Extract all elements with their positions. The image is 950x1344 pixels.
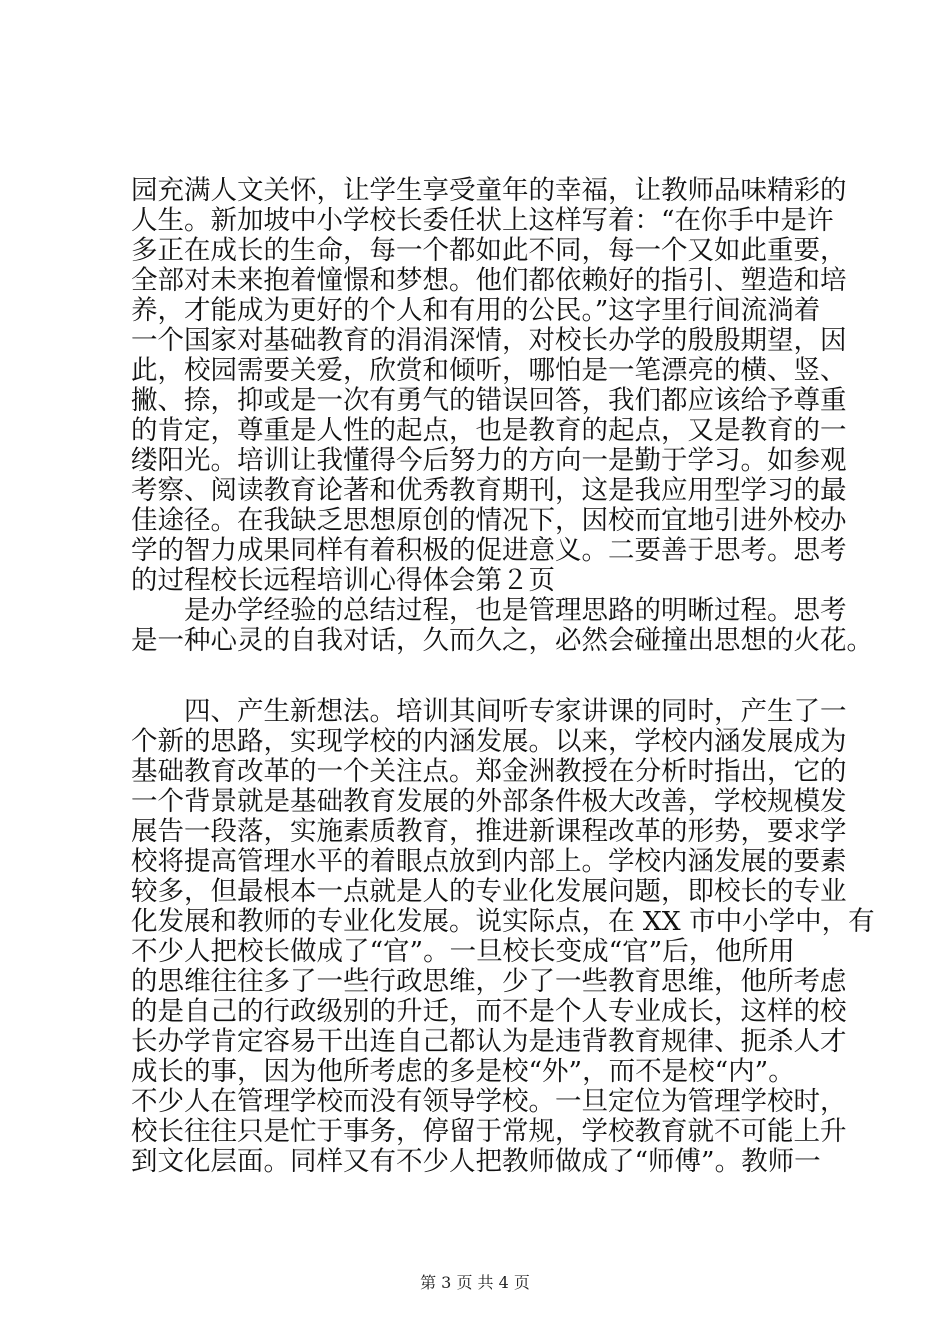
text-line: 成长的事，因为他所考虑的多是校“外”，而不是校“内”。 xyxy=(131,1056,795,1087)
text-line: 四、产生新想法。培训其间听专家讲课的同时，产生了一 xyxy=(131,696,847,727)
text-line: 多正在成长的生命，每一个都如此不同，每一个又如此重要， xyxy=(131,235,847,266)
text-line: 到文化层面。同样又有不少人把教师做成了“师傅”。教师一 xyxy=(131,1146,821,1177)
text-line: 校将提高管理水平的着眼点放到内部上。学校内涵发展的要素 xyxy=(131,846,847,877)
text-line: 较多，但最根本一点就是人的专业化发展问题，即校长的专业 xyxy=(131,876,847,907)
text-line: 基础教育改革的一个关注点。郑金洲教授在分析时指出，它的 xyxy=(131,756,847,787)
page-footer xyxy=(0,1273,950,1293)
text-line: 一个国家对基础教育的涓涓深情，对校长办学的殷殷期望，因 xyxy=(131,325,847,356)
text-line: 校长往往只是忙于事务，停留于常规，学校教育就不可能上升 xyxy=(131,1116,847,1147)
paragraph-3 xyxy=(131,696,875,1177)
page-indicator: 第 3 页 共 4 页 xyxy=(420,1273,530,1292)
text-line: 的是自己的行政级别的升迁，而不是个人专业成长，这样的校 xyxy=(131,996,847,1027)
text-line: 的过程校长远程培训心得体会第２页 xyxy=(131,565,555,596)
text-line: 人生。新加坡中小学校长委任状上这样写着：“在你手中是许 xyxy=(131,205,834,236)
text-line: 佳途径。在我缺乏思想原创的情况下，因校而宜地引进外校办 xyxy=(131,505,847,536)
text-line: 长办学肯定容易干出连自己都认为是违背教育规律、扼杀人才 xyxy=(131,1026,847,1057)
text-line: 学的智力成果同样有着积极的促进意义。二要善于思考。思考 xyxy=(131,535,847,566)
paragraph-1 xyxy=(131,175,873,656)
text-line: 是办学经验的总结过程，也是管理思路的明晰过程。思考 xyxy=(131,595,847,626)
text-line: 考察、阅读教育论著和优秀教育期刊，这是我应用型学习的最 xyxy=(131,475,847,506)
text-line: 化发展和教师的专业化发展。说实际点，在 XX 市中小学中，有 xyxy=(131,906,875,937)
text-line: 不少人在管理学校而没有领导学校。一旦定位为管理学校时， xyxy=(131,1086,847,1117)
text-line: 园充满人文关怀，让学生享受童年的幸福，让教师品味精彩的 xyxy=(131,175,847,206)
text-line: 展告一段落，实施素质教育，推进新课程改革的形势，要求学 xyxy=(131,816,847,847)
text-line: 一个背景就是基础教育发展的外部条件极大改善，学校规模发 xyxy=(131,786,847,817)
text-line: 的肯定，尊重是人性的起点，也是教育的起点，又是教育的一 xyxy=(131,415,847,446)
text-line: 不少人把校长做成了“官”。一旦校长变成“官”后，他所用 xyxy=(131,936,795,967)
text-line: 此，校园需要关爱，欣赏和倾听，哪怕是一笔漂亮的横、竖、 xyxy=(131,355,847,386)
text-line: 养，才能成为更好的个人和有用的公民。”这字里行间流淌着 xyxy=(131,295,821,326)
text-line: 个新的思路，实现学校的内涵发展。以来，学校内涵发展成为 xyxy=(131,726,847,757)
text-line: 的思维往往多了一些行政思维，少了一些教育思维，他所考虑 xyxy=(131,966,847,997)
text-line: 撇、捺，抑或是一次有勇气的错误回答，我们都应该给予尊重 xyxy=(131,385,847,416)
text-line: 缕阳光。培训让我懂得今后努力的方向一是勤于学习。如参观 xyxy=(131,445,847,476)
text-line: 是一种心灵的自我对话，久而久之，必然会碰撞出思想的火花。 xyxy=(131,625,873,656)
text-line: 全部对未来抱着憧憬和梦想。他们都依赖好的指引、塑造和培 xyxy=(131,265,847,296)
